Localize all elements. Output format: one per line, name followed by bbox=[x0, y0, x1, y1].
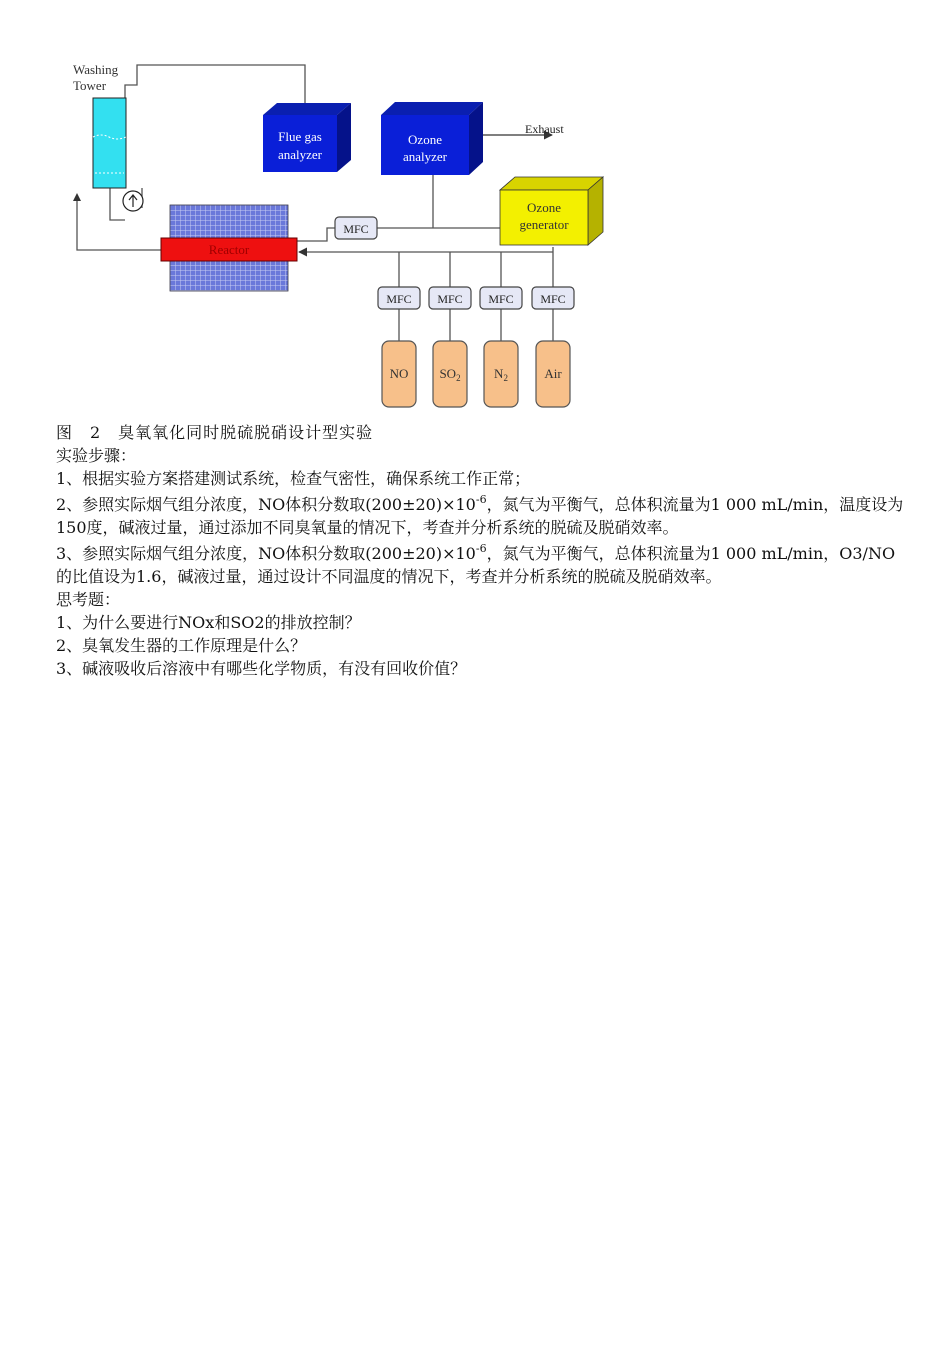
mfc-label: MFC bbox=[540, 292, 566, 306]
cylinder-air bbox=[536, 341, 570, 407]
washing-tower-label-2: Tower bbox=[73, 78, 107, 93]
document-body bbox=[56, 421, 906, 680]
mfc-reactor bbox=[335, 217, 377, 239]
cylinder-air-label: Air bbox=[544, 366, 562, 381]
ozone-analyzer-label-1: Ozone bbox=[408, 132, 442, 147]
question-2: 2、臭氧发生器的工作原理是什么？ bbox=[56, 636, 307, 655]
ozone-analyzer-label-2: analyzer bbox=[402, 149, 448, 164]
washing-tower bbox=[73, 62, 126, 188]
ozone-generator-label-2: generator bbox=[519, 217, 569, 232]
question-1: 1、为什么要进行NOx和SO2的排放控制？ bbox=[56, 613, 361, 632]
ozone-generator bbox=[500, 177, 603, 245]
mfc-no bbox=[378, 287, 420, 309]
step-2: 2、参照实际烟气组分浓度，NO体积分数取$(200\pm 20)\times 10^{-6}$，氮气为平衡气，总体积流量为1 000 mL/min，温度设为150度，碱液过量，通过添加不同臭氧量的情况下，考查并分析系统的脱硫及脱硝效率。 bbox=[56, 493, 904, 537]
mfc-label: MFC bbox=[488, 292, 514, 306]
mfc-so2 bbox=[429, 287, 471, 309]
mfc-n2 bbox=[480, 287, 522, 309]
cylinder-no bbox=[382, 341, 416, 407]
cylinder-so2 bbox=[433, 341, 467, 407]
mfc-air bbox=[532, 287, 574, 309]
cylinder-n2-label: $N_2$ bbox=[494, 366, 508, 383]
ozone-generator-label-1: Ozone bbox=[527, 200, 561, 215]
mfc-label: MFC bbox=[343, 222, 369, 236]
flue-gas-analyzer-label-1: Flue gas bbox=[278, 129, 322, 144]
steps-heading: 实验步骤： bbox=[56, 446, 137, 465]
mfc-label: MFC bbox=[386, 292, 412, 306]
cylinder-so2-label: $SO_2$ bbox=[439, 366, 461, 383]
flue-gas-analyzer bbox=[263, 103, 351, 172]
exhaust-label: Exhaust bbox=[525, 122, 564, 136]
washing-tower-label-1: Washing bbox=[73, 62, 119, 77]
pump-icon bbox=[123, 191, 143, 211]
cylinder-n2 bbox=[484, 341, 518, 407]
reactor-label: Reactor bbox=[208, 242, 250, 257]
question-3: 3、碱液吸收后溶液中有哪些化学物质，有没有回收价值？ bbox=[56, 659, 467, 678]
questions-heading: 思考题： bbox=[56, 590, 121, 609]
ozone-analyzer bbox=[381, 102, 483, 175]
flue-gas-analyzer-label-2: analyzer bbox=[277, 147, 323, 162]
mfc-label: MFC bbox=[437, 292, 463, 306]
step-3: 3、参照实际烟气组分浓度，NO体积分数取$(200\pm 20)\times 10^{-6}$，氮气为平衡气，总体积流量为1 000 mL/min，O3/NO的比值设为1.6，碱液过量，通过设计不同温度的情况下，考查并分析系统的脱硫及脱硝效率。 bbox=[56, 542, 896, 586]
experiment-setup-diagram bbox=[55, 55, 615, 415]
step-1: 1、根据实验方案搭建测试系统，检查气密性，确保系统工作正常； bbox=[56, 469, 531, 488]
cylinder-no-label: NO bbox=[389, 366, 409, 381]
reactor bbox=[161, 205, 297, 291]
figure-caption: 图 2 臭氧氧化同时脱硫脱硝设计型实验 bbox=[56, 423, 374, 442]
